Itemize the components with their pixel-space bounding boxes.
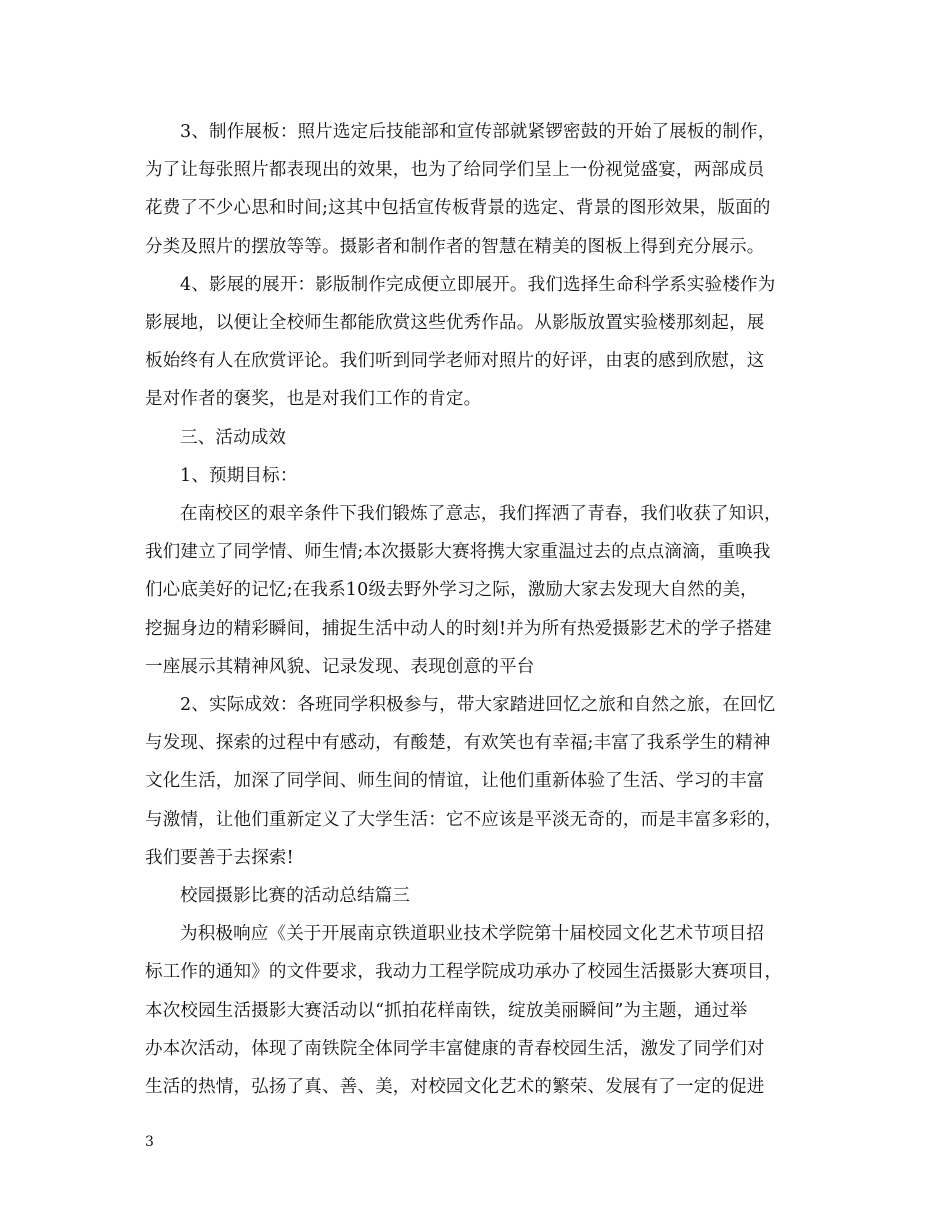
text-line: 一座展示其精神风貌、记录发现、表现创意的平台	[145, 656, 535, 677]
document-body	[145, 113, 805, 1106]
section-heading-results	[145, 419, 805, 457]
text-line: 挖掘身边的精彩瞬间，捕捉生活中动人的时刻!并为所有热爱摄影艺术的学子搭建	[145, 618, 772, 639]
text-line: 与发现、探索的过程中有感动，有酸楚，有欢笑也有幸福;丰富了我系学生的精神	[145, 733, 771, 754]
text-line: 文化生活，加深了同学间、师生间的情谊，让他们重新体验了生活、学习的丰富	[145, 771, 765, 792]
text-line: 三、活动成效	[180, 427, 287, 448]
text-line: 标工作的通知》的文件要求，我动力工程学院成功承办了校园生活摄影大赛项目，	[145, 962, 783, 983]
text-line: 们心底美好的记忆;在我系10级去野外学习之际，激励大家去发现大自然的美，	[145, 580, 758, 601]
paragraph-exhibition-launch	[145, 266, 805, 419]
page-number: 3	[145, 1134, 154, 1150]
text-line: 为了让每张照片都表现出的效果，也为了给同学们呈上一份视觉盛宴，两部成员	[145, 160, 765, 181]
paragraph-event-introduction	[145, 915, 805, 1106]
text-line: 分类及照片的摆放等等。摄影者和制作者的智慧在精美的图板上得到充分展示。	[145, 236, 765, 257]
subheading-expected-goals	[145, 457, 805, 495]
text-line: 我们要善于去探索!	[145, 847, 294, 868]
text-line: 与激情，让他们重新定义了大学生活：它不应该是平淡无奇的，而是丰富多彩的，	[145, 809, 783, 830]
text-line: 花费了不少心思和时间;这其中包括宣传板背景的选定、背景的图形效果，版面的	[145, 198, 771, 219]
paragraph-expected-goals	[145, 495, 805, 686]
text-line: 为积极响应《关于开展南京铁道职业技术学院第十届校园文化艺术节项目招	[180, 924, 765, 945]
text-line: 2、实际成效：各班同学积极参与，带大家踏进回忆之旅和自然之旅，在回忆	[180, 695, 776, 716]
text-line: 校园摄影比赛的活动总结篇三	[180, 886, 411, 907]
text-line: 生活的热情，弘扬了真、善、美，对校园文化艺术的繁荣、发展有了一定的促进	[145, 1077, 765, 1098]
text-line: 4、影展的展开：影版制作完成便立即展开。我们选择生命科学系实验楼作为	[180, 274, 776, 295]
text-line: 在南校区的艰辛条件下我们锻炼了意志，我们挥洒了青春，我们收获了知识，	[180, 504, 782, 525]
text-line: 板始终有人在欣赏评论。我们听到同学老师对照片的好评，由衷的感到欣慰，这	[145, 351, 765, 372]
text-line: 是对作者的褒奖，也是对我们工作的肯定。	[145, 389, 482, 410]
text-line: 本次校园生活摄影大赛活动以“抓拍花样南铁，绽放美丽瞬间”为主题，通过举	[145, 1000, 748, 1021]
text-line: 我们建立了同学情、师生情;本次摄影大赛将携大家重温过去的点点滴滴，重唤我	[145, 542, 771, 563]
paragraph-actual-results	[145, 686, 805, 877]
text-line: 影展地，以便让全校师生都能欣赏这些优秀作品。从影版放置实验楼那刻起，展	[145, 313, 765, 334]
paragraph-make-display-boards	[145, 113, 805, 266]
text-line: 办本次活动，体现了南铁院全体同学丰富健康的青春校园生活，激发了同学们对	[145, 1038, 765, 1059]
article-title-part-three	[145, 877, 805, 915]
text-line: 1、预期目标：	[180, 465, 298, 486]
text-line: 3、制作展板：照片选定后技能部和宣传部就紧锣密鼓的开始了展板的制作，	[180, 122, 776, 142]
